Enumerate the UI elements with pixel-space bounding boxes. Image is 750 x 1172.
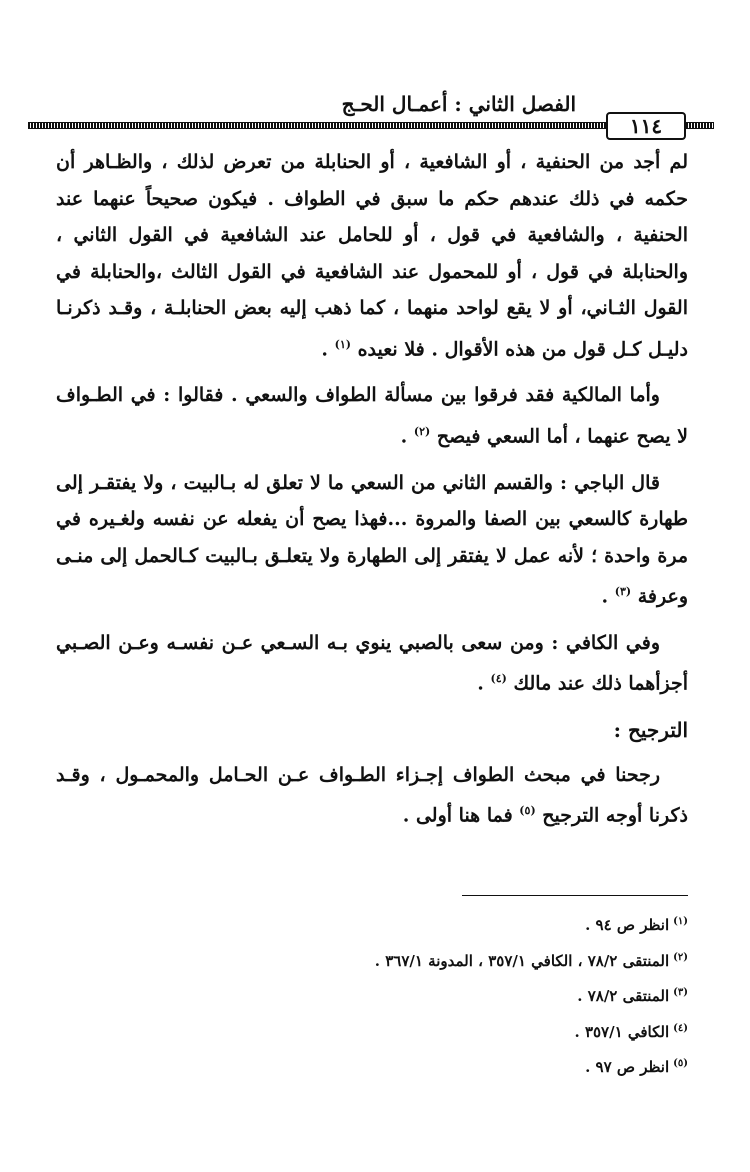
header-rule-right bbox=[686, 122, 714, 129]
running-header bbox=[28, 92, 686, 142]
footnote-3: $^{(٣)}$المنتقى ٧٨/٢ . bbox=[577, 987, 688, 1005]
footnote-1: $^{(١)}$انظر ص ٩٤ . bbox=[585, 916, 688, 934]
paragraph-5: رجحنا في مبحث الطواف إجـزاء الطـواف عـن الحـامل والمحمـول ، وقـد ذكرنا أوجه الترجيح $^{(٥)}$ فما هنا أولى . bbox=[56, 763, 688, 827]
footnote-ref-1: (١) bbox=[334, 337, 351, 351]
footnote-2: $^{(٢)}$المنتقى ٧٨/٢ ، الكافي ٣٥٧/١ ، المدونة ٣٦٧/١ . bbox=[374, 951, 688, 970]
main-text bbox=[56, 144, 688, 844]
footnote-ref-2: (٢) bbox=[413, 424, 431, 438]
footnote-4: $^{(٤)}$الكافي ٣٥٧/١ . bbox=[574, 1022, 688, 1041]
section-heading: الترجيح : bbox=[613, 718, 688, 743]
footnote-ref-5: (٥) bbox=[519, 804, 536, 818]
footnote-separator bbox=[462, 895, 688, 896]
footnote-ref-3: (٣) bbox=[614, 585, 632, 599]
footnotes bbox=[88, 904, 688, 1082]
paragraph-2: وأما المالكية فقد فرقوا بين مسألة الطواف والسعي . فقالوا : في الطـواف لا يصح عنهما ، أما السعي فيصح $^{(٢)}$ . bbox=[56, 384, 688, 448]
paragraph-4: وفي الكافي : ومن سعى بالصبي ينوي بـه السـعي عـن نفسـه وعـن الصـبي أجزأهما ذلك عند مالك $^{(٤)}$ . bbox=[56, 631, 688, 695]
footnote-ref-4: (٤) bbox=[490, 672, 507, 686]
footnote-5: $^{(٥)}$انظر ص ٩٧ . bbox=[585, 1058, 688, 1076]
header-rule bbox=[28, 122, 606, 129]
paragraph-1: لم أجد من الحنفية ، أو الشافعية ، أو الحنابلة من تعرض لذلك ، والظـاهر أن حكمه في ذلك عندهم حكم ما سبق في الطواف . فيكون صحيحاً عنهما عند الحنفية ، والشافعية في قول ، أو للحامل عند الشافعية في القول الثاني ، والحنابلة في قول ، أو للمحمول عند الشافعية في القول الثالث ،والحنابلة في القول الثـاني، أو لا يقع لواحد منهما ، كما ذهب إليه بعض الحنابلـة ، وقـد ذكرنـا دليـل كـل قول من هذه الأقوال . فلا نعيده $^{(١)}$ . bbox=[56, 151, 688, 360]
chapter-title: الفصل الثاني : أعمـال الحـج bbox=[341, 92, 576, 116]
page-number: ١١٤ bbox=[606, 112, 686, 140]
paragraph-3: قال الباجي : والقسم الثاني من السعي ما لا تعلق له بـالبيت ، ولا يفتقـر إلى طهارة كالسعي بين الصفا والمروة ...فهذا يصح أن يفعله عن نفسه ولغـيره في مرة واحدة ؛ لأنه عمل لا يفتقر إلى الطهارة ولا يتعلـق بـالبيت كـالحمل إلى منـى وعرفة $^{(٣)}$ . bbox=[56, 471, 688, 608]
